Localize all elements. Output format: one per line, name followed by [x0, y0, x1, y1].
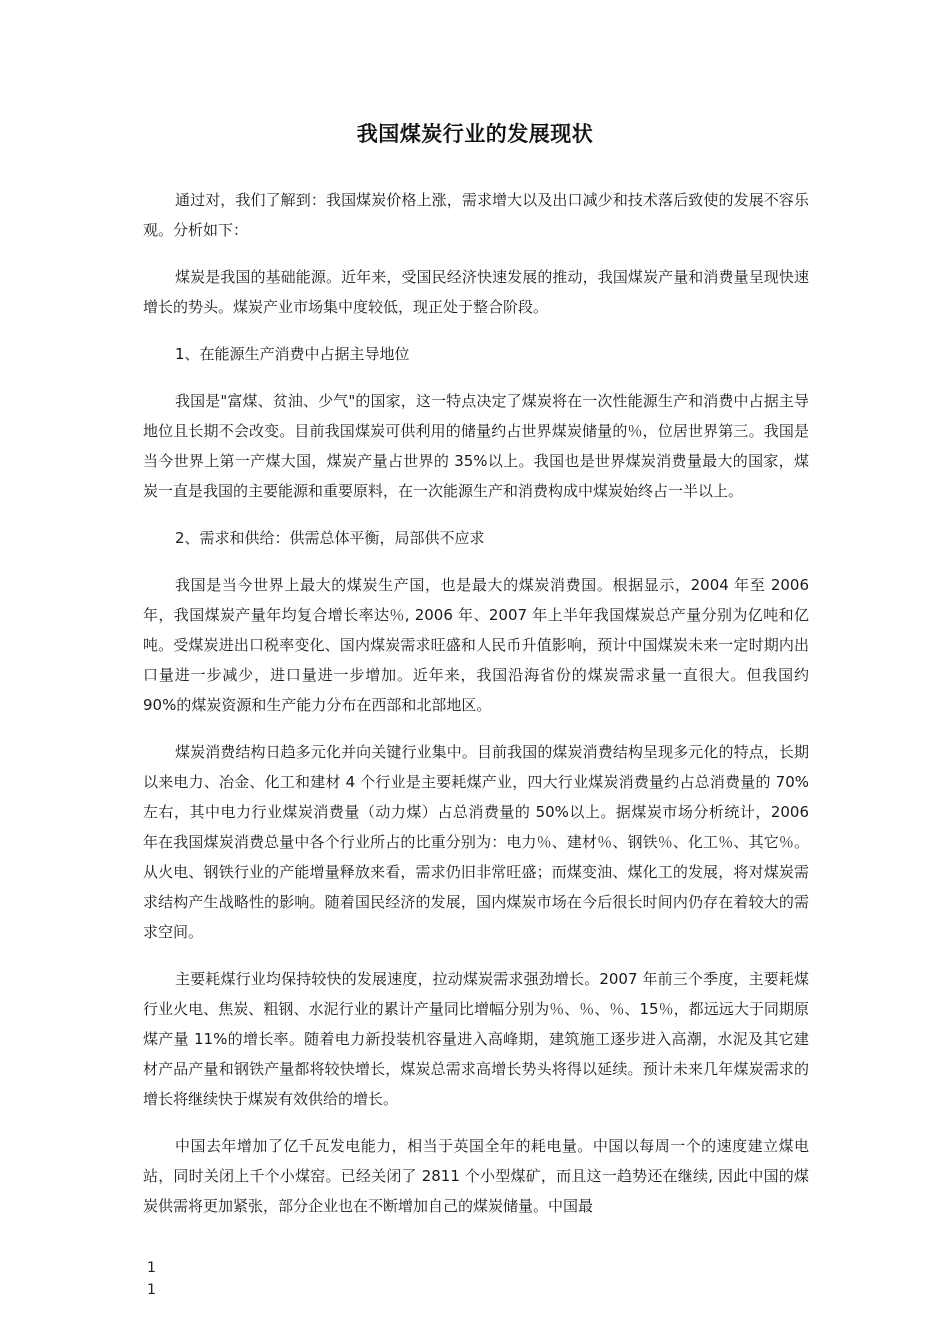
paragraph-3: 我国是当今世界上最大的煤炭生产国，也是最大的煤炭消费国。根据显示，2004 年至 2006 年，我国煤炭产量年均复合增长率达％, 2006 年、2007 年上半年我国煤炭总产量分别为亿吨和亿吨。受煤炭进出口税率变化、国内煤炭需求旺盛和人民币升值影响，预计中国煤炭未来一定时期内出口量进一步减少，进口量进一步增加。近年来，我国沿海省份的煤炭需求量一直很大。但我国约 90%的煤炭资源和生产能力分布在西部和北部地区。	[143, 576, 809, 714]
document-title: 我国煤炭行业的发展现状	[356, 122, 594, 146]
paragraph-2: 我国是"富煤、贫油、少气"的国家，这一特点决定了煤炭将在一次性能源生产和消费中占据主导地位且长期不会改变。目前我国煤炭可供利用的储量约占世界煤炭储量的％，位居世界第三。我国是当今世界上第一产煤大国，煤炭产量占世界的 35%以上。我国也是世界煤炭消费量最大的国家，煤炭一直是我国的主要能源和重要原料，在一次能源生产和消费构成中煤炭始终占一半以上。	[143, 392, 809, 500]
page-number-line-1: 1	[147, 1260, 156, 1276]
paragraph-4: 煤炭消费结构日趋多元化并向关键行业集中。目前我国的煤炭消费结构呈现多元化的特点，长期以来电力、冶金、化工和建材 4 个行业是主要耗煤产业，四大行业煤炭消费量约占总消费量的 70%左右，其中电力行业煤炭消费量（动力煤）占总消费量的 50%以上。据煤炭市场分析统计，2006 年在我国煤炭消费总量中各个行业所占的比重分别为：电力％、建材％、钢铁％、化工％、其它％。从火电、钢铁行业的产能增量释放来看，需求仍旧非常旺盛；而煤变油、煤化工的发展，将对煤炭需求结构产生战略性的影响。随着国民经济的发展，国内煤炭市场在今后很长时间内仍存在着较大的需求空间。	[143, 743, 809, 941]
page-number-line-2: 1	[147, 1282, 156, 1298]
page-number	[147, 1257, 156, 1301]
document-body	[143, 185, 809, 1238]
paragraph-5: 主要耗煤行业均保持较快的发展速度，拉动煤炭需求强劲增长。2007 年前三个季度，主要耗煤行业火电、焦炭、粗钢、水泥行业的累计产量同比增幅分别为％、％、％、15％，都远远大于同期原煤产量 11%的增长率。随着电力新投装机容量进入高峰期，建筑施工逐步进入高潮，水泥及其它建材产品产量和钢铁产量都将较快增长，煤炭总需求高增长势头将得以延续。预计未来几年煤炭需求的增长将继续快于煤炭有效供给的增长。	[143, 970, 809, 1108]
section-heading-1: 1、在能源生产消费中占据主导地位	[175, 345, 410, 363]
paragraph-1: 煤炭是我国的基础能源。近年来，受国民经济快速发展的推动，我国煤炭产量和消费量呈现快速增长的势头。煤炭产业市场集中度较低，现正处于整合阶段。	[143, 268, 809, 316]
paragraph-intro: 通过对，我们了解到：我国煤炭价格上涨，需求增大以及出口减少和技术落后致使的发展不容乐观。分析如下：	[143, 191, 809, 239]
paragraph-6: 中国去年增加了亿千瓦发电能力，相当于英国全年的耗电量。中国以每周一个的速度建立煤电站，同时关闭上千个小煤窑。已经关闭了 2811 个小型煤矿，而且这一趋势还在继续, 因此中国的煤炭供需将更加紧张，部分企业也在不断增加自己的煤炭储量。中国最	[143, 1137, 809, 1215]
section-heading-2: 2、需求和供给：供需总体平衡，局部供不应求	[175, 529, 485, 547]
